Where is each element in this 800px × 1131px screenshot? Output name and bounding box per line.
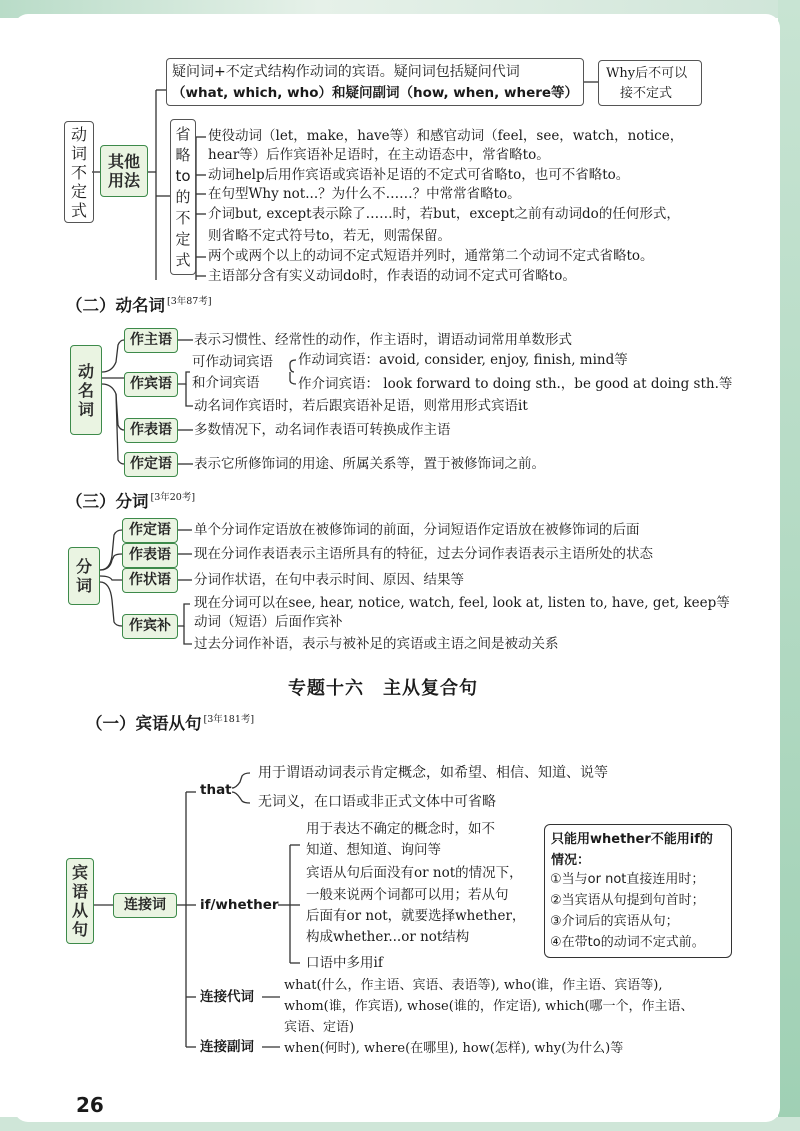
char: 动	[70, 124, 87, 144]
char: 不	[70, 162, 87, 182]
char: 从	[71, 901, 88, 920]
other-usage-box	[100, 145, 148, 197]
gerund-heading-text: （二）动名词	[66, 296, 165, 315]
gerund-heading	[66, 292, 212, 316]
participle-tag-adverbial: 作状语	[122, 568, 178, 593]
omit-to-box	[170, 119, 196, 275]
participle-comp-text-2: 动词（短语）后面作宾补	[194, 614, 343, 630]
conj-pronoun-text-3: 宾语、定语)	[284, 1020, 355, 1035]
gerund-object-verb: 作动词宾语：avoid, consider, enjoy, finish, mind等	[298, 352, 628, 368]
participle-exam-count: [3年20考]	[150, 492, 196, 503]
conj-adverb-text: when(何时), where(在哪里), how(怎样), why(为什么)等	[284, 1041, 624, 1056]
ifw-line: 构成whether...or not结构	[306, 929, 470, 945]
question-text-2: （what, which, who）和疑问副词（how, when, where等）	[172, 85, 579, 101]
char: 式	[175, 250, 191, 269]
if-whether-label: if/whether	[200, 897, 279, 913]
char: 的	[175, 187, 191, 206]
participle-pred-text: 现在分词作表语表示主语所具有的特征，过去分词作表语表示主语所处的状态	[194, 546, 653, 562]
ifw-line: 宾语从句后面没有or not的情况下，	[306, 865, 523, 881]
omit-item: 在句型Why not...？为什么不……？中常常省略to。	[208, 186, 521, 202]
char: 语	[71, 882, 88, 901]
that-use-1: 用于谓语动词表示肯定概念，如希望、相信、知道、说等	[258, 765, 608, 781]
omit-item: hear等）后作宾语补足语时，在主动语态中，常省略to。	[208, 147, 550, 163]
page-number: 26	[76, 1093, 104, 1117]
conj-pronoun-label: 连接代词	[200, 989, 254, 1005]
conj-pronoun-text-1: what(什么，作主语、宾语、表语等), who(谁，作主语、宾语等),	[284, 978, 663, 993]
note-title-2: 情况：	[551, 853, 591, 868]
char: 式	[70, 200, 87, 220]
gerund-tag-predicative: 作表语	[124, 418, 178, 443]
omit-item: 动词help后用作宾语或宾语补足语的不定式可省略to，也可不省略to。	[208, 167, 630, 183]
ifw-line: 知道、想知道、询问等	[306, 842, 441, 858]
gerund-attributive-text: 表示它所修饰词的用途、所属关系等，置于被修饰词之前。	[194, 456, 545, 472]
gerund-tag-subject: 作主语	[124, 328, 178, 353]
participle-root-box	[68, 547, 100, 605]
connector-tag: 连接词	[113, 893, 177, 918]
participle-comp-text-1: 现在分词可以在see, hear, notice, watch, feel, look at, listen to, have, get, keep等	[194, 595, 730, 611]
char: 省	[175, 124, 191, 143]
note-item: ④在带to的动词不定式前。	[550, 935, 705, 950]
gerund-exam-count: [3年87考]	[167, 296, 212, 307]
gerund-root-box	[70, 345, 102, 435]
label-line: 其他	[107, 152, 140, 171]
char: 名	[77, 380, 94, 400]
note-title-1: 只能用whether不能用if的	[551, 832, 713, 847]
why-note-1: Why后不可以	[606, 66, 688, 81]
participle-heading	[66, 488, 195, 512]
char: 句	[71, 920, 88, 939]
omit-item: 两个或两个以上的动词不定式短语并列时，通常第二个动词不定式省略to。	[208, 248, 654, 264]
note-item: ②当宾语从句提到句首时；	[550, 893, 705, 908]
object-clause-exam-count: [3年181考]	[203, 714, 255, 725]
that-label: that	[200, 782, 232, 798]
char: to	[175, 166, 191, 185]
participle-heading-text: （三）分词	[66, 492, 149, 511]
omit-item: 主语部分含有实义动词do时，作表语的动词不定式可省略to。	[208, 268, 576, 284]
ifw-line: 一般来说两个词都可以用；若从句	[306, 887, 509, 903]
ifw-line: 用于表达不确定的概念时，如不	[306, 821, 495, 837]
gerund-predicative-text: 多数情况下，动名词作表语可转换成作主语	[194, 422, 451, 438]
char: 宾	[71, 863, 88, 882]
gerund-object-line-2: 和介词宾语	[192, 375, 260, 391]
participle-tag-complement: 作宾补	[122, 614, 178, 639]
question-text-1: 疑问词+不定式结构作动词的宾语。疑问词包括疑问代词	[172, 64, 520, 80]
omit-item: 介词but, except表示除了……时，若but，except之前有动词do的任何形式，	[208, 206, 680, 222]
char: 动	[77, 361, 94, 381]
page-frame-right	[778, 0, 800, 1131]
ifw-line: 后面有or not，就要选择whether，	[306, 908, 526, 924]
char: 词	[77, 399, 94, 419]
object-clause-root-box	[66, 858, 94, 944]
note-item: ①当与or not直接连用时；	[550, 872, 705, 887]
char: 定	[70, 181, 87, 201]
participle-adv-text: 分词作状语，在句中表示时间、原因、结果等	[194, 572, 464, 588]
char: 词	[75, 576, 92, 595]
topic-title: 专题十六 主从复合句	[288, 678, 478, 699]
conj-pronoun-text-2: whom(谁，作宾语), whose(谁的，作定语), which(哪一个，作主语、	[284, 999, 694, 1014]
participle-tag-predicative: 作表语	[122, 543, 178, 568]
char: 略	[175, 145, 191, 164]
note-item: ③介词后的宾语从句；	[550, 914, 679, 929]
object-clause-heading-text: （一）宾语从句	[86, 714, 202, 733]
why-note-2: 接不定式	[620, 86, 673, 101]
omit-item: 使役动词（let，make，have等）和感官动词（feel，see，watch，notice，	[208, 128, 684, 144]
conj-adverb-label: 连接副词	[200, 1039, 254, 1055]
that-use-2: 无词义，在口语或非正式文体中可省略	[258, 794, 496, 810]
participle-comp-text-3: 过去分词作补语，表示与被补足的宾语或主语之间是被动关系	[194, 636, 559, 652]
infinitive-root-box	[64, 121, 94, 223]
char: 分	[75, 557, 92, 576]
object-clause-heading	[86, 710, 254, 734]
gerund-subject-text: 表示习惯性、经常性的动作，作主语时，谓语动词常用单数形式	[194, 332, 572, 348]
char: 定	[175, 229, 191, 248]
omit-item: 则省略不定式符号to，若无，则需保留。	[208, 228, 452, 244]
char: 词	[70, 143, 87, 163]
gerund-object-it: 动名词作宾语时，若后跟宾语补足语，则常用形式宾语it	[194, 398, 528, 414]
participle-tag-attributive: 作定语	[122, 518, 178, 543]
ifw-line: 口语中多用if	[306, 955, 383, 971]
gerund-object-prep: 作介词宾语： look forward to doing sth.，be good at doing sth.等	[298, 376, 733, 392]
char: 不	[175, 208, 191, 227]
gerund-object-line-1: 可作动词宾语	[192, 354, 273, 370]
label-line: 用法	[107, 171, 140, 190]
gerund-tag-attributive: 作定语	[124, 452, 178, 477]
participle-attr-text: 单个分词作定语放在被修饰词的前面，分词短语作定语放在被修饰词的后面	[194, 522, 640, 538]
gerund-tag-object: 作宾语	[124, 372, 178, 397]
